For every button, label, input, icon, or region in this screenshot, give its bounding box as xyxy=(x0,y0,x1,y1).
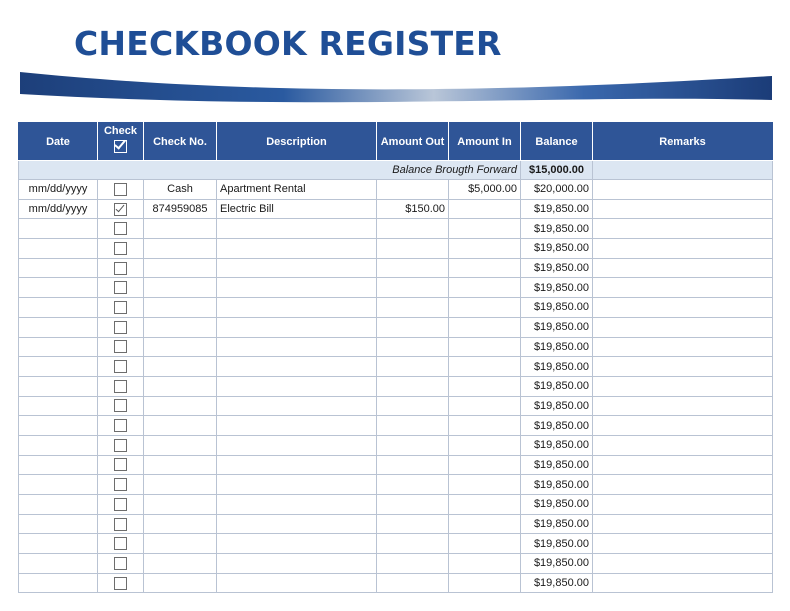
amount-in-cell[interactable] xyxy=(449,337,521,357)
balance-cell[interactable]: $19,850.00 xyxy=(521,337,593,357)
remarks-cell[interactable] xyxy=(593,475,773,495)
amount-out-cell[interactable] xyxy=(377,534,449,554)
check-cell xyxy=(98,534,144,554)
check-cell xyxy=(98,317,144,337)
check-cell xyxy=(98,239,144,259)
check-cell xyxy=(98,278,144,298)
table-row xyxy=(19,317,773,337)
check-cell xyxy=(98,554,144,574)
amount-out-cell[interactable] xyxy=(377,514,449,534)
amount-out-cell[interactable] xyxy=(377,337,449,357)
balance-cell[interactable]: $19,850.00 xyxy=(521,258,593,278)
amount-out-cell[interactable] xyxy=(377,239,449,259)
cleared-checkbox[interactable] xyxy=(114,321,127,334)
amount-in-cell[interactable] xyxy=(449,396,521,416)
check-cell xyxy=(98,475,144,495)
table-row xyxy=(19,416,773,436)
date-cell[interactable] xyxy=(19,416,98,436)
balance-cell[interactable]: $19,850.00 xyxy=(521,278,593,298)
date-cell[interactable] xyxy=(19,455,98,475)
remarks-cell[interactable] xyxy=(593,298,773,318)
amount-in-cell[interactable] xyxy=(449,199,521,219)
description-cell[interactable] xyxy=(217,435,377,455)
date-cell[interactable] xyxy=(19,337,98,357)
date-cell[interactable] xyxy=(19,475,98,495)
check-no-cell[interactable] xyxy=(144,435,217,455)
check-no-cell[interactable] xyxy=(144,317,217,337)
description-cell[interactable] xyxy=(217,239,377,259)
amount-in-cell[interactable] xyxy=(449,534,521,554)
check-no-cell[interactable] xyxy=(144,298,217,318)
check-no-cell[interactable] xyxy=(144,416,217,436)
table-row xyxy=(19,219,773,239)
balance-cell[interactable]: $19,850.00 xyxy=(521,455,593,475)
amount-in-cell[interactable] xyxy=(449,514,521,534)
balance-forward-remarks xyxy=(593,161,773,180)
remarks-cell[interactable] xyxy=(593,278,773,298)
balance-cell[interactable]: $19,850.00 xyxy=(521,357,593,377)
date-cell[interactable] xyxy=(19,219,98,239)
cleared-checkbox[interactable] xyxy=(114,203,127,216)
column-header-remarks: Remarks xyxy=(593,123,773,161)
check-cell xyxy=(98,199,144,219)
cleared-checkbox[interactable] xyxy=(114,557,127,570)
check-no-cell[interactable] xyxy=(144,475,217,495)
checkmark-icon xyxy=(116,202,125,211)
balance-cell[interactable]: $19,850.00 xyxy=(521,554,593,574)
table-row xyxy=(19,199,773,219)
column-header-check-label: Check xyxy=(103,125,138,137)
cleared-checkbox[interactable] xyxy=(114,380,127,393)
remarks-cell[interactable] xyxy=(593,317,773,337)
cleared-checkbox[interactable] xyxy=(114,478,127,491)
remarks-cell[interactable] xyxy=(593,357,773,377)
header-swoosh xyxy=(0,68,790,108)
check-cell xyxy=(98,337,144,357)
balance-cell[interactable]: $19,850.00 xyxy=(521,534,593,554)
check-no-cell[interactable] xyxy=(144,534,217,554)
amount-in-cell[interactable] xyxy=(449,298,521,318)
date-cell[interactable] xyxy=(19,573,98,593)
table-row xyxy=(19,298,773,318)
amount-in-cell[interactable] xyxy=(449,317,521,337)
remarks-cell[interactable] xyxy=(593,573,773,593)
description-cell[interactable] xyxy=(217,396,377,416)
register-table xyxy=(18,122,773,593)
check-cell xyxy=(98,416,144,436)
description-cell[interactable] xyxy=(217,554,377,574)
check-cell xyxy=(98,376,144,396)
cleared-checkbox[interactable] xyxy=(114,419,127,432)
table-row xyxy=(19,258,773,278)
check-cell xyxy=(98,495,144,515)
table-row xyxy=(19,239,773,259)
balance-cell[interactable]: $19,850.00 xyxy=(521,199,593,219)
amount-in-cell[interactable] xyxy=(449,435,521,455)
amount-out-cell[interactable] xyxy=(377,495,449,515)
balance-cell[interactable]: $20,000.00 xyxy=(521,180,593,200)
date-cell[interactable] xyxy=(19,534,98,554)
check-no-cell[interactable] xyxy=(144,573,217,593)
amount-out-cell[interactable] xyxy=(377,416,449,436)
cleared-checkbox[interactable] xyxy=(114,340,127,353)
check-no-cell[interactable] xyxy=(144,357,217,377)
cleared-checkbox[interactable] xyxy=(114,262,127,275)
remarks-cell[interactable] xyxy=(593,258,773,278)
balance-cell[interactable]: $19,850.00 xyxy=(521,495,593,515)
remarks-cell[interactable] xyxy=(593,514,773,534)
amount-in-cell[interactable] xyxy=(449,495,521,515)
column-header-date: Date xyxy=(19,123,98,161)
balance-forward-row xyxy=(19,161,773,180)
cleared-checkbox[interactable] xyxy=(114,222,127,235)
amount-out-cell[interactable] xyxy=(377,475,449,495)
table-row xyxy=(19,534,773,554)
check-no-cell[interactable] xyxy=(144,219,217,239)
date-cell[interactable] xyxy=(19,396,98,416)
table-row xyxy=(19,475,773,495)
amount-in-cell[interactable] xyxy=(449,258,521,278)
check-cell xyxy=(98,219,144,239)
remarks-cell[interactable] xyxy=(593,554,773,574)
check-cell xyxy=(98,455,144,475)
date-cell[interactable] xyxy=(19,239,98,259)
check-cell xyxy=(98,298,144,318)
checkbox-checked-icon xyxy=(114,140,127,153)
table-row xyxy=(19,376,773,396)
description-cell[interactable] xyxy=(217,317,377,337)
check-cell xyxy=(98,435,144,455)
amount-in-cell[interactable] xyxy=(449,455,521,475)
cleared-checkbox[interactable] xyxy=(114,301,127,314)
balance-cell[interactable]: $19,850.00 xyxy=(521,376,593,396)
cleared-checkbox[interactable] xyxy=(114,577,127,590)
description-cell[interactable] xyxy=(217,534,377,554)
remarks-cell[interactable] xyxy=(593,416,773,436)
amount-out-cell[interactable] xyxy=(377,219,449,239)
amount-out-cell[interactable] xyxy=(377,298,449,318)
table-row xyxy=(19,495,773,515)
column-header-check xyxy=(98,123,144,161)
date-cell[interactable]: mm/dd/yyyy xyxy=(19,199,98,219)
amount-in-cell[interactable] xyxy=(449,376,521,396)
amount-out-cell[interactable] xyxy=(377,317,449,337)
cleared-checkbox[interactable] xyxy=(114,537,127,550)
description-cell[interactable] xyxy=(217,455,377,475)
amount-out-cell[interactable] xyxy=(377,180,449,200)
balance-cell[interactable]: $19,850.00 xyxy=(521,475,593,495)
check-no-cell[interactable] xyxy=(144,455,217,475)
description-cell[interactable] xyxy=(217,278,377,298)
description-cell[interactable] xyxy=(217,219,377,239)
amount-out-cell[interactable] xyxy=(377,258,449,278)
amount-out-cell[interactable] xyxy=(377,357,449,377)
table-row xyxy=(19,435,773,455)
check-no-cell[interactable] xyxy=(144,514,217,534)
amount-in-cell[interactable] xyxy=(449,278,521,298)
remarks-cell[interactable] xyxy=(593,199,773,219)
table-row xyxy=(19,514,773,534)
remarks-cell[interactable] xyxy=(593,396,773,416)
check-cell xyxy=(98,258,144,278)
check-no-cell[interactable]: 874959085 xyxy=(144,199,217,219)
check-no-cell[interactable] xyxy=(144,337,217,357)
description-cell[interactable] xyxy=(217,573,377,593)
check-no-cell[interactable]: Cash xyxy=(144,180,217,200)
table-row xyxy=(19,278,773,298)
date-cell[interactable] xyxy=(19,258,98,278)
table-row xyxy=(19,180,773,200)
check-no-cell[interactable] xyxy=(144,495,217,515)
amount-in-cell[interactable] xyxy=(449,573,521,593)
cleared-checkbox[interactable] xyxy=(114,360,127,373)
check-cell xyxy=(98,357,144,377)
remarks-cell[interactable] xyxy=(593,180,773,200)
amount-out-cell[interactable] xyxy=(377,455,449,475)
amount-in-cell[interactable] xyxy=(449,357,521,377)
page-title: CHECKBOOK REGISTER xyxy=(74,24,502,63)
column-header-amount-out: Amount Out xyxy=(377,123,449,161)
description-cell[interactable] xyxy=(217,495,377,515)
balance-cell[interactable]: $19,850.00 xyxy=(521,435,593,455)
date-cell[interactable] xyxy=(19,514,98,534)
column-header-check-no: Check No. xyxy=(144,123,217,161)
column-header-description: Description xyxy=(217,123,377,161)
amount-out-cell[interactable] xyxy=(377,396,449,416)
amount-out-cell[interactable] xyxy=(377,435,449,455)
header-row xyxy=(19,123,773,161)
check-no-cell[interactable] xyxy=(144,554,217,574)
description-cell[interactable]: Electric Bill xyxy=(217,199,377,219)
column-header-amount-in: Amount In xyxy=(449,123,521,161)
cleared-checkbox[interactable] xyxy=(114,518,127,531)
table-row xyxy=(19,573,773,593)
amount-out-cell[interactable] xyxy=(377,376,449,396)
check-cell xyxy=(98,573,144,593)
check-cell xyxy=(98,180,144,200)
table-row xyxy=(19,554,773,574)
remarks-cell[interactable] xyxy=(593,435,773,455)
description-cell[interactable] xyxy=(217,258,377,278)
cleared-checkbox[interactable] xyxy=(114,458,127,471)
description-cell[interactable] xyxy=(217,376,377,396)
remarks-cell[interactable] xyxy=(593,219,773,239)
balance-cell[interactable]: $19,850.00 xyxy=(521,239,593,259)
remarks-cell[interactable] xyxy=(593,534,773,554)
balance-forward-label: Balance Brougth Forward xyxy=(19,161,521,180)
description-cell[interactable] xyxy=(217,514,377,534)
date-cell[interactable] xyxy=(19,495,98,515)
remarks-cell[interactable] xyxy=(593,495,773,515)
remarks-cell[interactable] xyxy=(593,455,773,475)
amount-in-cell[interactable] xyxy=(449,239,521,259)
amount-out-cell[interactable] xyxy=(377,554,449,574)
check-no-cell[interactable] xyxy=(144,396,217,416)
remarks-cell[interactable] xyxy=(593,337,773,357)
check-no-cell[interactable] xyxy=(144,239,217,259)
date-cell[interactable] xyxy=(19,435,98,455)
date-cell[interactable] xyxy=(19,317,98,337)
cleared-checkbox[interactable] xyxy=(114,281,127,294)
table-row xyxy=(19,455,773,475)
cleared-checkbox[interactable] xyxy=(114,399,127,412)
balance-cell[interactable]: $19,850.00 xyxy=(521,219,593,239)
cleared-checkbox[interactable] xyxy=(114,439,127,452)
date-cell[interactable] xyxy=(19,357,98,377)
balance-cell[interactable]: $19,850.00 xyxy=(521,416,593,436)
description-cell[interactable] xyxy=(217,475,377,495)
date-cell[interactable] xyxy=(19,278,98,298)
amount-in-cell[interactable]: $5,000.00 xyxy=(449,180,521,200)
cleared-checkbox[interactable] xyxy=(114,498,127,511)
check-cell xyxy=(98,514,144,534)
cleared-checkbox[interactable] xyxy=(114,242,127,255)
amount-in-cell[interactable] xyxy=(449,219,521,239)
amount-in-cell[interactable] xyxy=(449,416,521,436)
amount-out-cell[interactable] xyxy=(377,573,449,593)
description-cell[interactable] xyxy=(217,416,377,436)
balance-cell[interactable]: $19,850.00 xyxy=(521,317,593,337)
table-row xyxy=(19,337,773,357)
balance-cell[interactable]: $19,850.00 xyxy=(521,298,593,318)
table-row xyxy=(19,357,773,377)
table-row xyxy=(19,396,773,416)
check-no-cell[interactable] xyxy=(144,258,217,278)
balance-cell[interactable]: $19,850.00 xyxy=(521,573,593,593)
remarks-cell[interactable] xyxy=(593,376,773,396)
description-cell[interactable] xyxy=(217,298,377,318)
description-cell[interactable] xyxy=(217,357,377,377)
column-header-balance: Balance xyxy=(521,123,593,161)
cleared-checkbox[interactable] xyxy=(114,183,127,196)
remarks-cell[interactable] xyxy=(593,239,773,259)
amount-in-cell[interactable] xyxy=(449,475,521,495)
balance-cell[interactable]: $19,850.00 xyxy=(521,514,593,534)
amount-out-cell[interactable]: $150.00 xyxy=(377,199,449,219)
description-cell[interactable] xyxy=(217,337,377,357)
date-cell[interactable]: mm/dd/yyyy xyxy=(19,180,98,200)
date-cell[interactable] xyxy=(19,376,98,396)
balance-cell[interactable]: $19,850.00 xyxy=(521,396,593,416)
amount-in-cell[interactable] xyxy=(449,554,521,574)
check-no-cell[interactable] xyxy=(144,376,217,396)
date-cell[interactable] xyxy=(19,298,98,318)
date-cell[interactable] xyxy=(19,554,98,574)
balance-forward-value[interactable]: $15,000.00 xyxy=(521,161,593,180)
description-cell[interactable]: Apartment Rental xyxy=(217,180,377,200)
check-cell xyxy=(98,396,144,416)
check-no-cell[interactable] xyxy=(144,278,217,298)
amount-out-cell[interactable] xyxy=(377,278,449,298)
